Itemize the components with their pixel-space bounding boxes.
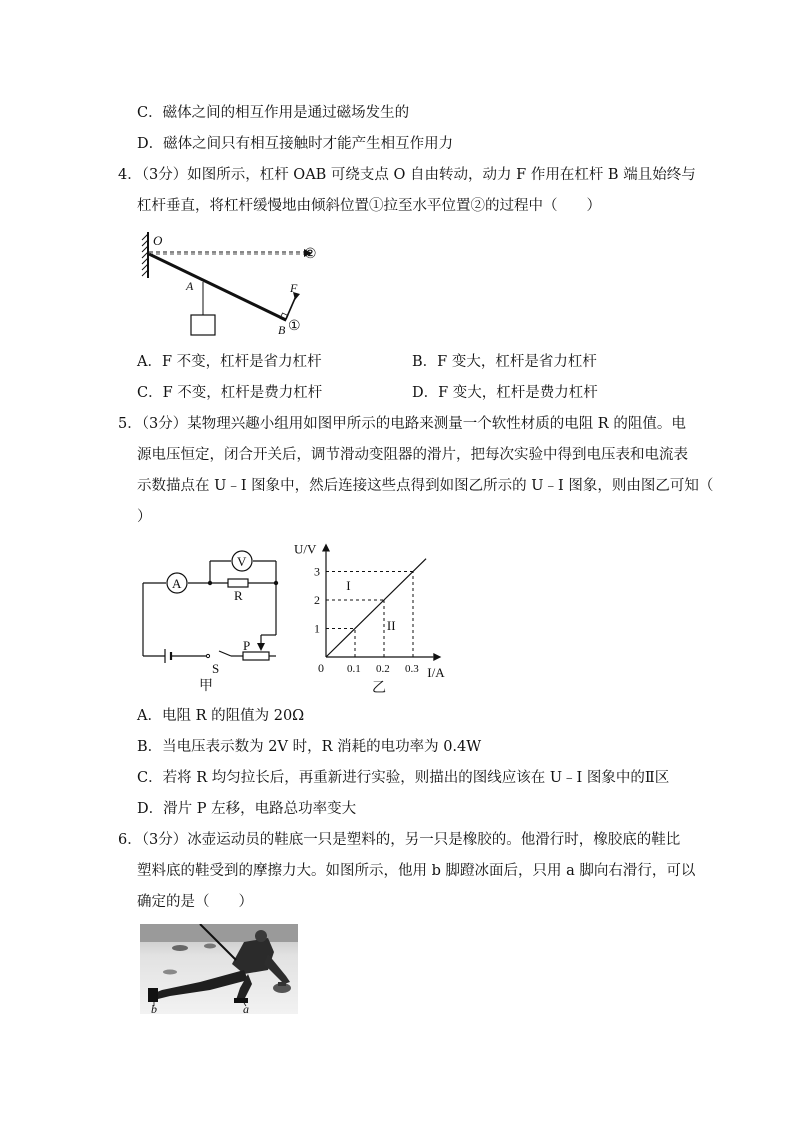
x-tick-label: 0.1 [347, 663, 361, 675]
q4-option-c: C．F 不变，杠杆是费力杠杆 [137, 385, 323, 401]
lever-inclined [149, 254, 286, 320]
q4-stem-line2: 杠杆垂直，将杠杆缓慢地由倾斜位置①拉至水平位置②的过程中（ ） [137, 198, 601, 214]
wall [142, 232, 148, 278]
q6-stem-line2: 塑料底的鞋受到的摩擦力大。如图所示，他用 b 脚蹬冰面后，只用 a 脚向右滑行，可以 [137, 863, 696, 879]
graph-caption: 乙 [372, 680, 386, 696]
q5-stem-line3: 示数描点在 U﹣I 图象中，然后连接这些点得到如图乙所示的 U﹣I 图象，则由图乙可知（ [137, 478, 714, 494]
q5-option-b: B．当电压表示数为 2V 时，R 消耗的电功率为 0.4W [137, 739, 482, 755]
q5-circuit-diagram [135, 543, 285, 698]
q4-option-a: A．F 不变，杠杆是省力杠杆 [137, 354, 322, 370]
shoe-b [148, 988, 158, 1002]
data-series-line [326, 559, 426, 657]
q5-option-c: C．若将 R 均匀拉长后，再重新进行实验，则描出的图线应该在 U﹣I 图象中的Ⅱ区 [137, 770, 670, 786]
q4-option-b: B．F 变大，杠杆是省力杠杆 [412, 354, 597, 370]
slider-label: P [243, 638, 251, 653]
x-axis-arrow [433, 653, 441, 661]
rheostat [243, 652, 269, 660]
label-a-foot: a [243, 1002, 249, 1014]
battery-icon [165, 649, 171, 663]
q5-stem-line1: 5．（3分）某物理兴趣小组用如图甲所示的电路来测量一个软性材质的电阻 R 的阻值。电 [118, 416, 686, 432]
q6-curling-photo [140, 924, 298, 1014]
q5-stem-line2: 源电压恒定，闭合开关后，调节滑动变阻器的滑片，把每次实验中得到电压表和电流表 [137, 447, 688, 463]
q4-option-d: D．F 变大，杠杆是费力杠杆 [412, 385, 598, 401]
label-b: B [278, 323, 286, 337]
q6-stem-line1: 6．（3分）冰壶运动员的鞋底一只是塑料的，另一只是橡胶的。他滑行时，橡胶底的鞋比 [118, 832, 681, 848]
label-f: F [290, 281, 298, 295]
q3-option-d: D．磁体之间只有相互接触时才能产生相互作用力 [137, 136, 454, 152]
q4-lever-figure [132, 226, 332, 341]
switch-icon [206, 654, 209, 657]
switch-label: S [212, 661, 220, 676]
q5-option-a: A．电阻 R 的阻值为 20Ω [137, 708, 305, 724]
q5-u-i-graph [290, 537, 450, 697]
voltmeter-label: V [237, 554, 247, 569]
q6-stem-line3: 确定的是（ ） [137, 894, 253, 910]
label-b-foot: b [151, 1002, 157, 1014]
ammeter-label: A [172, 576, 182, 591]
q4-stem-line1: 4．（3分）如图所示，杠杆 OAB 可绕支点 O 自由转动，动力 F 作用在杠杆 B 端且始终与 [118, 167, 696, 183]
label-a: A [186, 279, 194, 293]
x-tick-label: 0.3 [405, 663, 419, 675]
label-pos1: ① [288, 319, 301, 334]
label-o: O [153, 233, 163, 248]
q3-option-c: C．磁体之间的相互作用是通过磁场发生的 [137, 105, 410, 121]
resistor-label: R [234, 588, 243, 603]
x-axis-label: I/A [427, 665, 445, 680]
x-tick-label: 0.2 [376, 663, 390, 675]
y-tick-label: 1 [314, 621, 320, 636]
q5-stem-line4: ） [137, 509, 152, 525]
resistor-r [228, 579, 248, 587]
y-axis-label: U/V [294, 541, 317, 557]
region-i-label: I [346, 578, 351, 594]
q5-option-d: D．滑片 P 左移，电路总功率变大 [137, 801, 357, 817]
origin-label: 0 [318, 661, 324, 675]
circuit-caption: 甲 [199, 679, 213, 694]
y-tick-label: 3 [314, 564, 320, 579]
weight-block [191, 315, 215, 335]
y-tick-label: 2 [314, 593, 320, 607]
region-ii-label: II [386, 617, 396, 633]
y-axis-arrow [322, 544, 330, 552]
label-pos2: ② [304, 247, 317, 262]
athlete-head [255, 930, 267, 942]
slider-arrow [257, 643, 265, 651]
